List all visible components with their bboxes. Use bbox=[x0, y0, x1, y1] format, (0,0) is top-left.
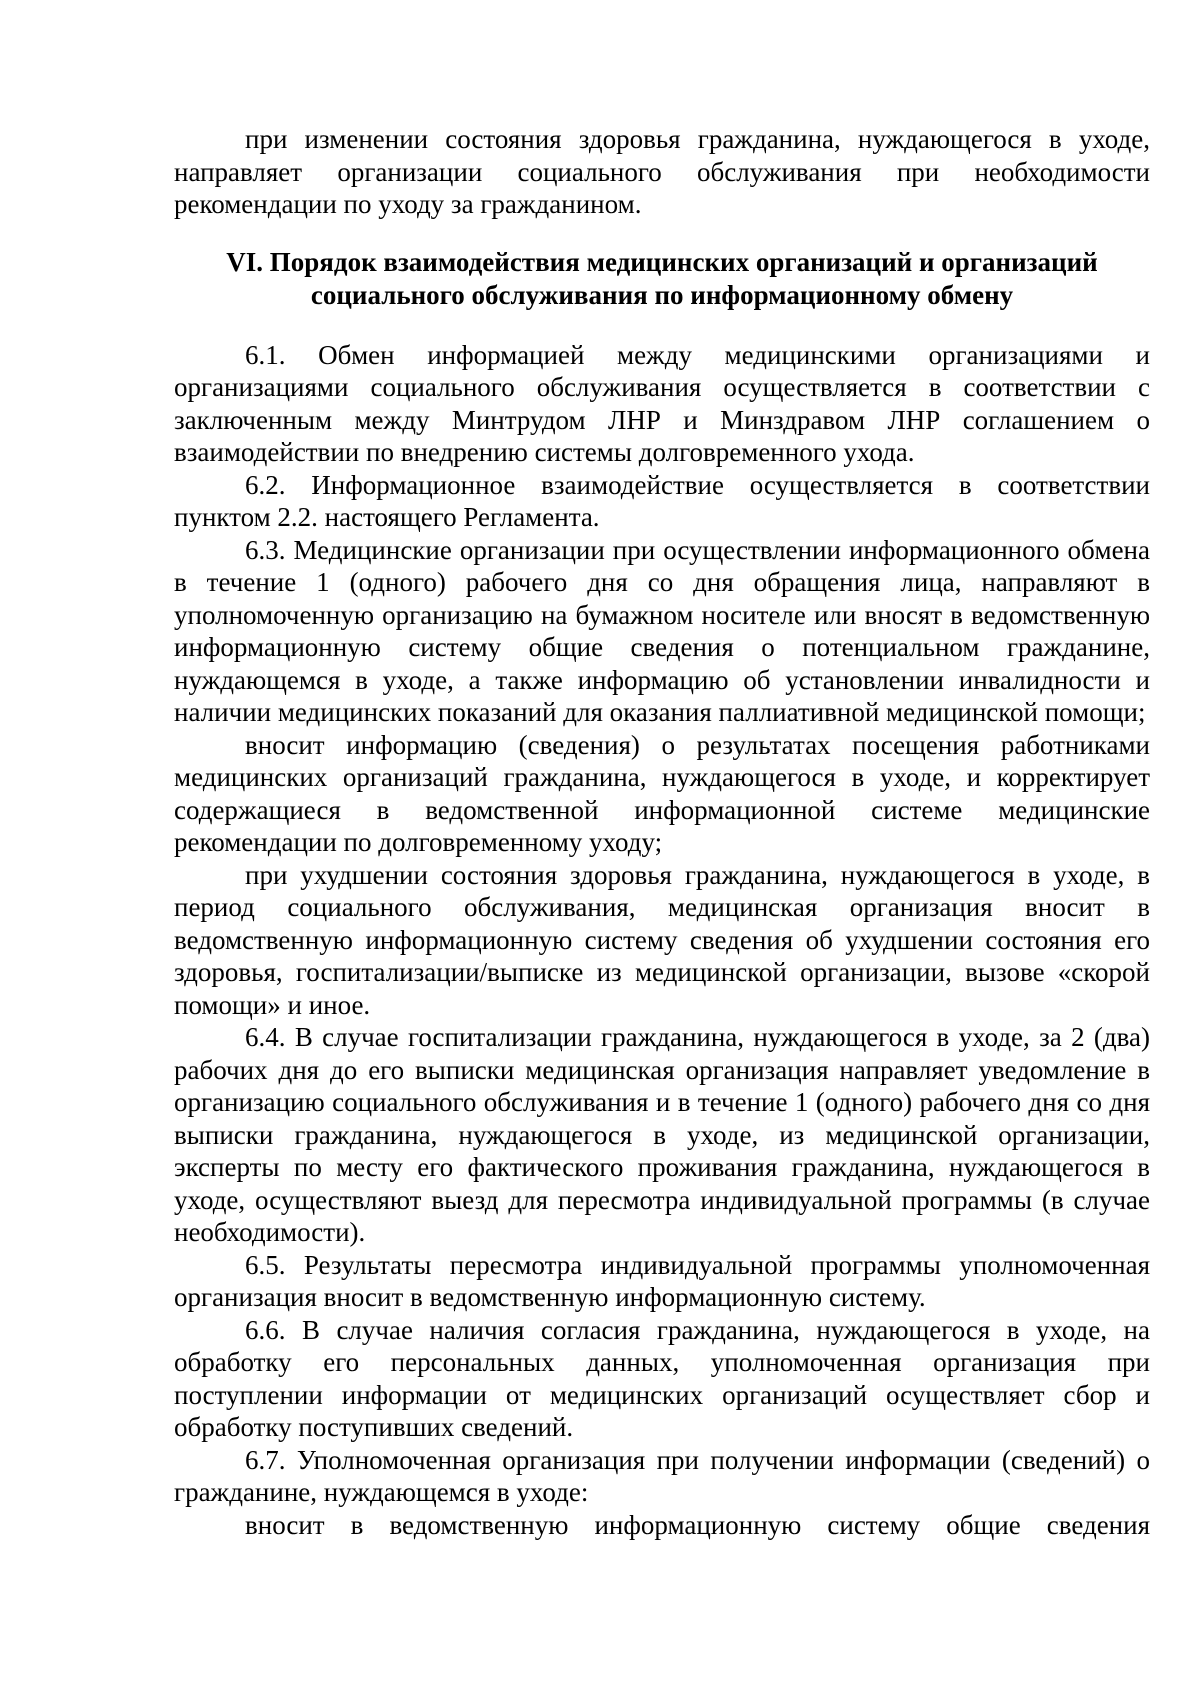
section-heading bbox=[174, 246, 1150, 312]
paragraph-6-7: 6.7. Уполномоченная организация при получении информации (сведений) о гражданине, нуждающемся в уходе: bbox=[174, 1444, 1150, 1507]
section-heading-line-2: социального обслуживания по информационному обмену bbox=[310, 279, 1014, 310]
document-page bbox=[174, 123, 1150, 1541]
paragraph-6-6: 6.6. В случае наличия согласия гражданина, нуждающегося в уходе, на обработку его персональных данных, уполномоченная организация при поступлении информации от медицинских организаций осуществляет сбор и обработку поступивших сведений. bbox=[174, 1314, 1150, 1442]
opening-paragraph: при изменении состояния здоровья гражданина, нуждающегося в уходе, направляет организации социального обслуживания при необходимости рекомендации по уходу за гражданином. bbox=[174, 124, 1150, 219]
section-heading-line-1: VI. Порядок взаимодействия медицинских организаций и организаций bbox=[226, 246, 1098, 277]
paragraph-6-3-deterioration: при ухудшении состояния здоровья гражданина, нуждающегося в уходе, в период социального обслуживания, медицинская организация вносит в ведомственную информационную систему сведения об ухудшении состояния его здоровья, госпитализации/выписке из медицинской организации, вызове «скорой помощи» и иное. bbox=[174, 859, 1150, 1020]
paragraph-6-3: 6.3. Медицинские организации при осуществлении информационного обмена в течение 1 (одного) рабочего дня со дня обращения лица, направляют в уполномоченную организацию на бумажном носителе или вносят в ведомственную информационную систему общие сведения о потенциальном гражданине, нуждающемся в уходе, а также информацию об установлении инвалидности и наличии медицинских показаний для оказания паллиативной медицинской помощи; bbox=[174, 534, 1150, 727]
paragraph-6-2: 6.2. Информационное взаимодействие осуществляется в соответствии пунктом 2.2. настоящего Регламента. bbox=[174, 469, 1150, 532]
paragraph-6-5: 6.5. Результаты пересмотра индивидуальной программы уполномоченная организация вносит в ведомственную информационную систему. bbox=[174, 1249, 1150, 1312]
paragraph-6-3-entry-info: вносит информацию (сведения) о результатах посещения работниками медицинских организаций гражданина, нуждающегося в уходе, и корректирует содержащиеся в ведомственной информационной системе медицинские рекомендации по долговременному уходу; bbox=[174, 729, 1150, 857]
trailing-line: вносит в ведомственную информационную систему общие сведения bbox=[245, 1509, 1150, 1540]
paragraph-6-1: 6.1. Обмен информацией между медицинскими организациями и организациями социального обслуживания осуществляется в соответствии с заключенным между Минтрудом ЛНР и Минздравом ЛНР соглашением о взаимодействии по внедрению системы долговременного ухода. bbox=[174, 339, 1150, 467]
paragraph-6-4: 6.4. В случае госпитализации гражданина, нуждающегося в уходе, за 2 (два) рабочих дня до его выписки медицинская организация направляет уведомление в организацию социального обслуживания и в течение 1 (одного) рабочего дня со дня выписки гражданина, нуждающегося в уходе, из медицинской организации, эксперты по месту его фактического проживания гражданина, нуждающегося в уходе, осуществляют выезд для пересмотра индивидуальной программы (в случае необходимости). bbox=[174, 1022, 1150, 1247]
